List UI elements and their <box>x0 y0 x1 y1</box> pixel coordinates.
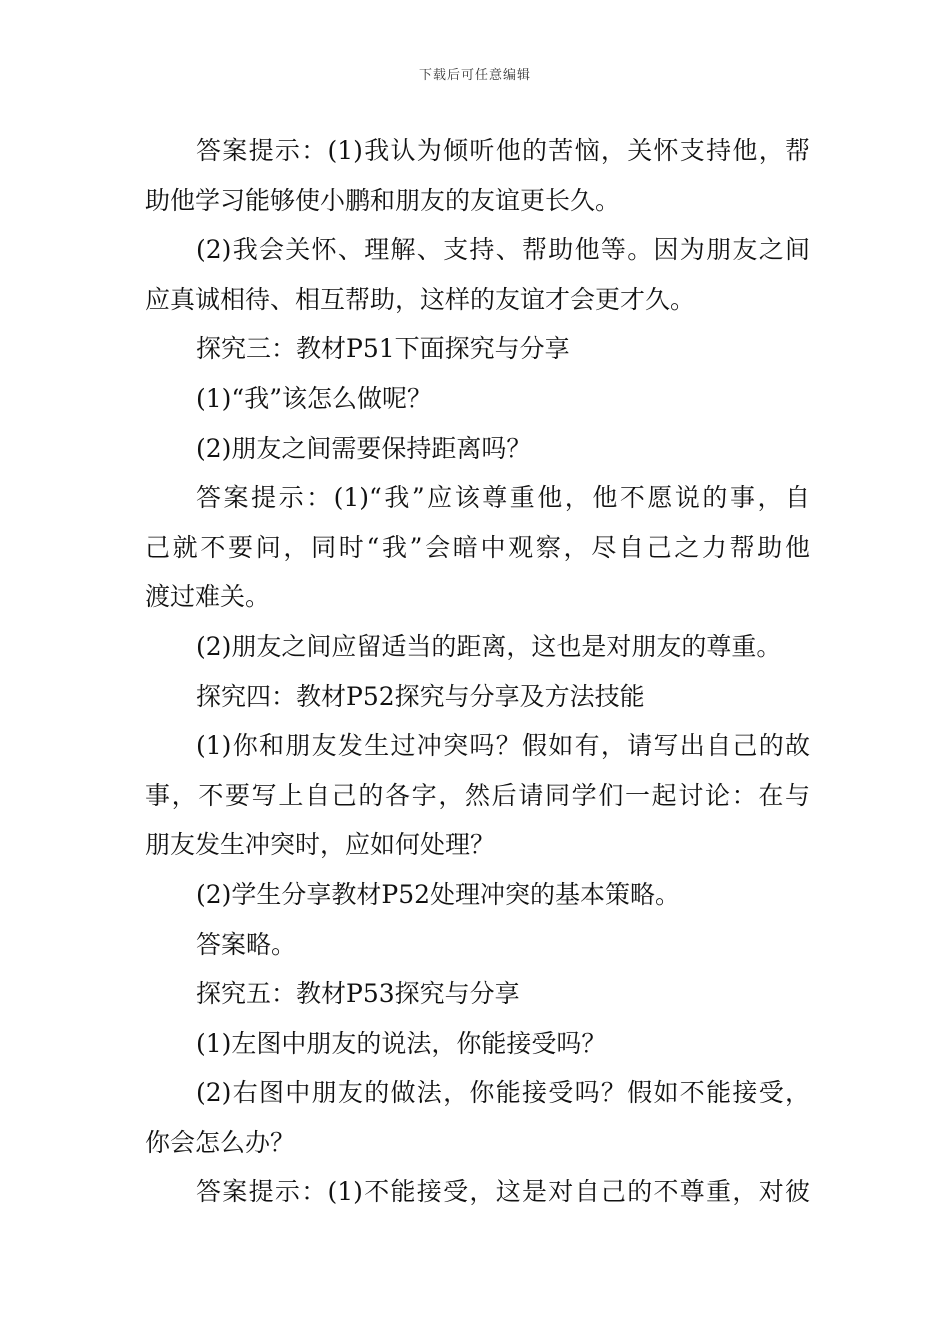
text-line: 渡过难关。 <box>145 582 271 612</box>
text-line: 应真诚相待、相互帮助，这样的友谊才会更才久。 <box>145 284 696 314</box>
text-line: 探究三：教材P51下面探究与分享 <box>196 334 570 364</box>
text-line: 你会怎么办？ <box>145 1127 296 1157</box>
text-line: 答案提示：(1)不能接受，这是对自己的不尊重，对彼 <box>196 1177 810 1207</box>
document-body <box>145 126 810 1217</box>
text-line: (2)学生分享教材P52处理冲突的基本策略。 <box>196 879 681 909</box>
text-line: (2)朋友之间应留适当的距离，这也是对朋友的尊重。 <box>196 631 782 661</box>
text-line: (1)你和朋友发生过冲突吗？假如有，请写出自己的故 <box>196 731 810 761</box>
text-line: 朋友发生冲突时，应如何处理？ <box>145 830 496 860</box>
text-line: (2)我会关怀、理解、支持、帮助他等。因为朋友之间 <box>196 235 810 265</box>
page-header: 下载后可任意编辑 <box>418 68 531 83</box>
text-line: (2)右图中朋友的做法，你能接受吗？假如不能接受， <box>196 1078 810 1108</box>
text-line: 助他学习能够使小鹏和朋友的友谊更长久。 <box>145 185 621 215</box>
text-line: (2)朋友之间需要保持距离吗？ <box>196 433 532 463</box>
text-line: 答案提示：(1)我认为倾听他的苦恼，关怀支持他，帮 <box>196 136 810 165</box>
text-line: (1)左图中朋友的说法，你能接受吗？ <box>196 1028 607 1058</box>
text-line: 答案略。 <box>196 929 297 959</box>
text-line: 答案提示：(1)“我”应该尊重他，他不愿说的事，自 <box>196 483 810 513</box>
text-line: 探究四：教材P52探究与分享及方法技能 <box>196 681 645 711</box>
text-line: (1)“我”该怎么做呢？ <box>196 383 432 413</box>
text-line: 事，不要写上自己的各字，然后请同学们一起讨论：在与 <box>145 780 810 810</box>
text-line: 己就不要问，同时“我”会暗中观察，尽自己之力帮助他 <box>145 532 810 562</box>
text-line: 探究五：教材P53探究与分享 <box>196 979 520 1009</box>
